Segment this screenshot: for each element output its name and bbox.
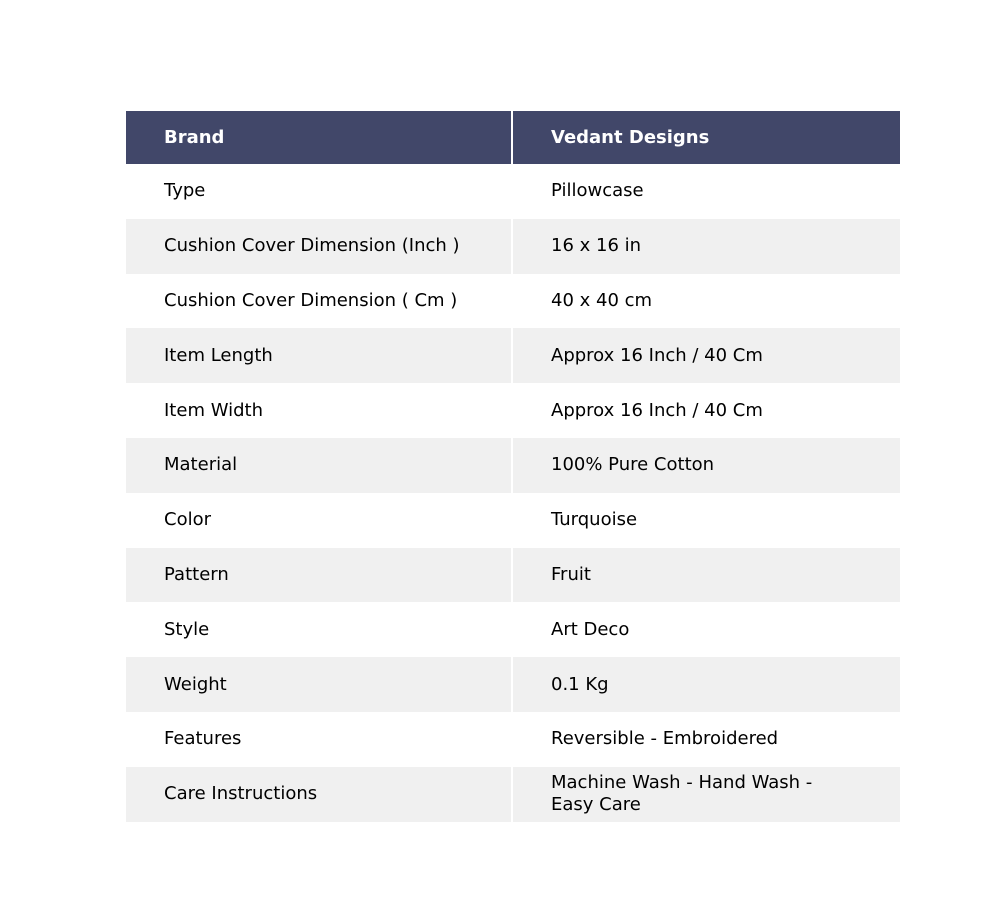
row-label-cell: Pattern (126, 548, 513, 603)
table-row (126, 328, 900, 383)
row-label-cell: Care Instructions (126, 767, 513, 822)
row-value-cell: Turquoise (551, 509, 638, 531)
row-value-cell: Pillowcase (551, 180, 644, 202)
table-row (126, 657, 900, 712)
table-row (126, 493, 900, 548)
row-label-cell: Cushion Cover Dimension (Inch ) (126, 219, 513, 274)
header-label-cell: Brand (126, 111, 513, 164)
table-row (126, 767, 900, 822)
row-label-cell: Material (126, 438, 513, 493)
row-value-cell: 100% Pure Cotton (551, 454, 715, 476)
row-value-cell: Approx 16 Inch / 40 Cm (551, 344, 763, 366)
table-row (126, 438, 900, 493)
row-label-cell: Features (126, 712, 513, 767)
row-label-cell: Color (126, 493, 513, 548)
product-spec-table (126, 111, 900, 822)
row-value-cell: 0.1 Kg (551, 673, 609, 695)
row-value-cell: 40 x 40 cm (551, 289, 653, 311)
row-value-cell: Machine Wash - Hand Wash - Easy Care (551, 772, 813, 816)
table-row (126, 274, 900, 329)
table-row (126, 164, 900, 219)
table-row (126, 548, 900, 603)
row-label-cell: Cushion Cover Dimension ( Cm ) (126, 274, 513, 329)
row-value-cell: Art Deco (551, 618, 630, 640)
row-value-cell: Approx 16 Inch / 40 Cm (551, 399, 763, 421)
header-value-cell: Vedant Designs (551, 126, 710, 148)
row-label-cell: Item Width (126, 383, 513, 438)
row-value-cell: 16 x 16 in (551, 235, 642, 257)
table-header-row (126, 111, 900, 164)
row-label-cell: Weight (126, 657, 513, 712)
row-value-cell: Fruit (551, 563, 591, 585)
row-value-cell: Reversible - Embroidered (551, 728, 779, 750)
table-row (126, 219, 900, 274)
row-label-cell: Style (126, 602, 513, 657)
row-label-cell: Type (126, 164, 513, 219)
table-row (126, 383, 900, 438)
row-label-cell: Item Length (126, 328, 513, 383)
table-row (126, 602, 900, 657)
table-row (126, 712, 900, 767)
